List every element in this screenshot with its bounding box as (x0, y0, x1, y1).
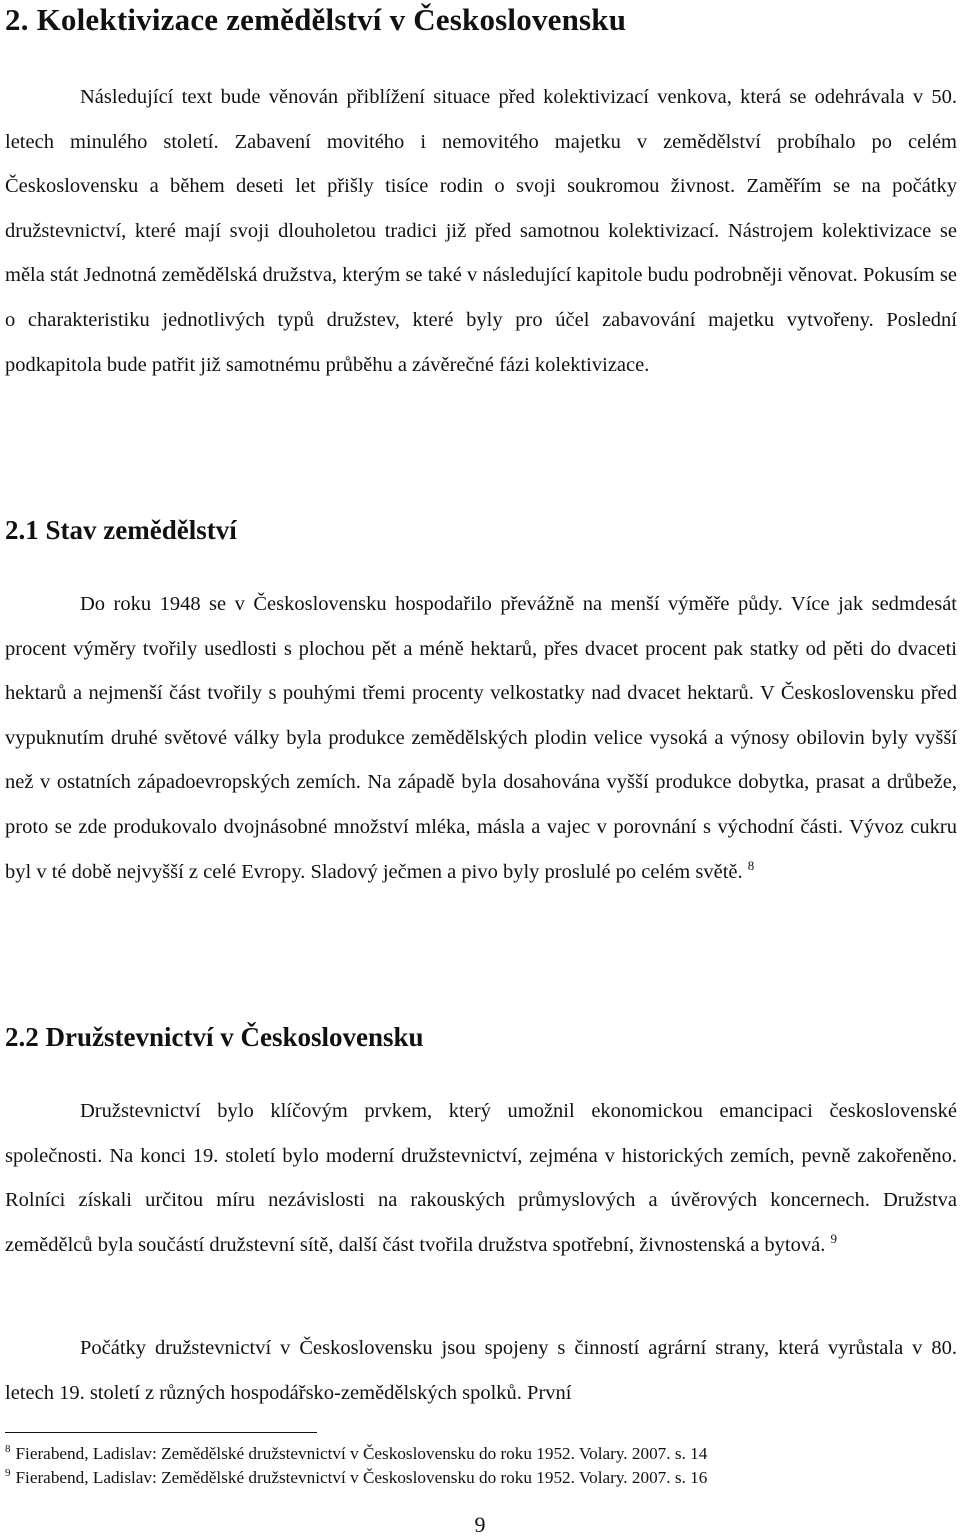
footnote-separator (5, 1432, 317, 1433)
footnote-text: Fierabend, Ladislav: Zemědělské družstevnictví v Československu do roku 1952. Volary. 2007. s. 14 (15, 1444, 708, 1463)
footnote-number: 9 (5, 1467, 11, 1479)
chapter-title: 2. Kolektivizace zemědělství v Československu (5, 2, 627, 37)
section-heading-2-1: 2.1 Stav zemědělství (5, 515, 237, 545)
section-2-1-text: Do roku 1948 se v Československu hospodařilo převážně na menší výměře půdy. Více jak sedmdesát procent výměry tvořily usedlosti s plochou pět a méně hektarů, přes dvacet procent pak statky od pěti do dvaceti hektarů a nejmenší část tvořily s pouhými třemi procenty velkostatky nad dvacet hektarů. V Československu před vypuknutím druhé světové války byla produkce zemědělských plodin velice vysoká a výnosy obilovin byly vyšší než v ostatních západoevropských zemích. Na západě byla dosahována vyšší produkce dobytka, prasat a drůbeže, proto se zde produkovalo dvojnásobné množství mléka, másla a vajec v porovnání s východní části. Vývoz cukru byl v té době nejvyšší z celé Evropy. Sladový ječmen a pivo byly proslulé po celém světě. (5, 593, 957, 883)
section-heading-2-2: 2.2 Družstevnictví v Československu (5, 1022, 424, 1052)
footnote-ref-9[interactable]: 9 (830, 1230, 837, 1246)
footnote-list (5, 1443, 960, 1491)
section-2-2-text-1: Družstevnictví bylo klíčovým prvkem, který umožnil ekonomickou emancipaci československé společnosti. Na konci 19. století bylo moderní družstevnictví, zejména v historických zemích, pevně zakořeněno. Rolníci získali určitou míru nezávislosti na rakouských průmyslových a úvěrových koncernech. Družstva zemědělců byla součástí družstevní sítě, další část tvořila družstva spotřební, živnostenská a bytová. (5, 1100, 957, 1256)
footnote-item (5, 1443, 960, 1467)
footnote-item (5, 1467, 960, 1491)
footnote-ref-8[interactable]: 8 (747, 857, 755, 873)
footnote-number: 8 (5, 1443, 11, 1455)
section-2-2-paragraph-2: Počátky družstevnictví v Československu jsou spojeny s činností agrární strany, která vyrůstala v 80. letech 19. století z různých hospodářsko-zemědělských spolků. První (5, 1337, 957, 1404)
section-2-2-paragraph-1 (5, 1089, 957, 1267)
intro-paragraph: Následující text bude věnován přiblížení situace před kolektivizací venkova, která se odehrávala v 50. letech minulého století. Zabavení movitého i nemovitého majetku v zemědělství probíhalo po celém Československu a během deseti let přišly tisíce rodin o svoji soukromou živnost. Zaměřím se na počátky družstevnictví, které mají svoji dlouholetou tradici již před samotnou kolektivizací. Nástrojem kolektivizace se měla stát Jednotná zemědělská družstva, kterým se také v následující kapitole budu podrobněji věnovat. Pokusím se o charakteristiku jednotlivých typů družstev, které byly pro účel zabavování majetku vytvořeny. Poslední podkapitola bude patřit již samotnému průběhu a závěrečné fázi kolektivizace. (5, 86, 957, 376)
section-2-1-paragraph (5, 582, 957, 894)
page-number: 9 (474, 1512, 486, 1537)
footnote-text: Fierabend, Ladislav: Zemědělské družstevnictví v Československu do roku 1952. Volary. 2007. s. 16 (15, 1468, 708, 1487)
